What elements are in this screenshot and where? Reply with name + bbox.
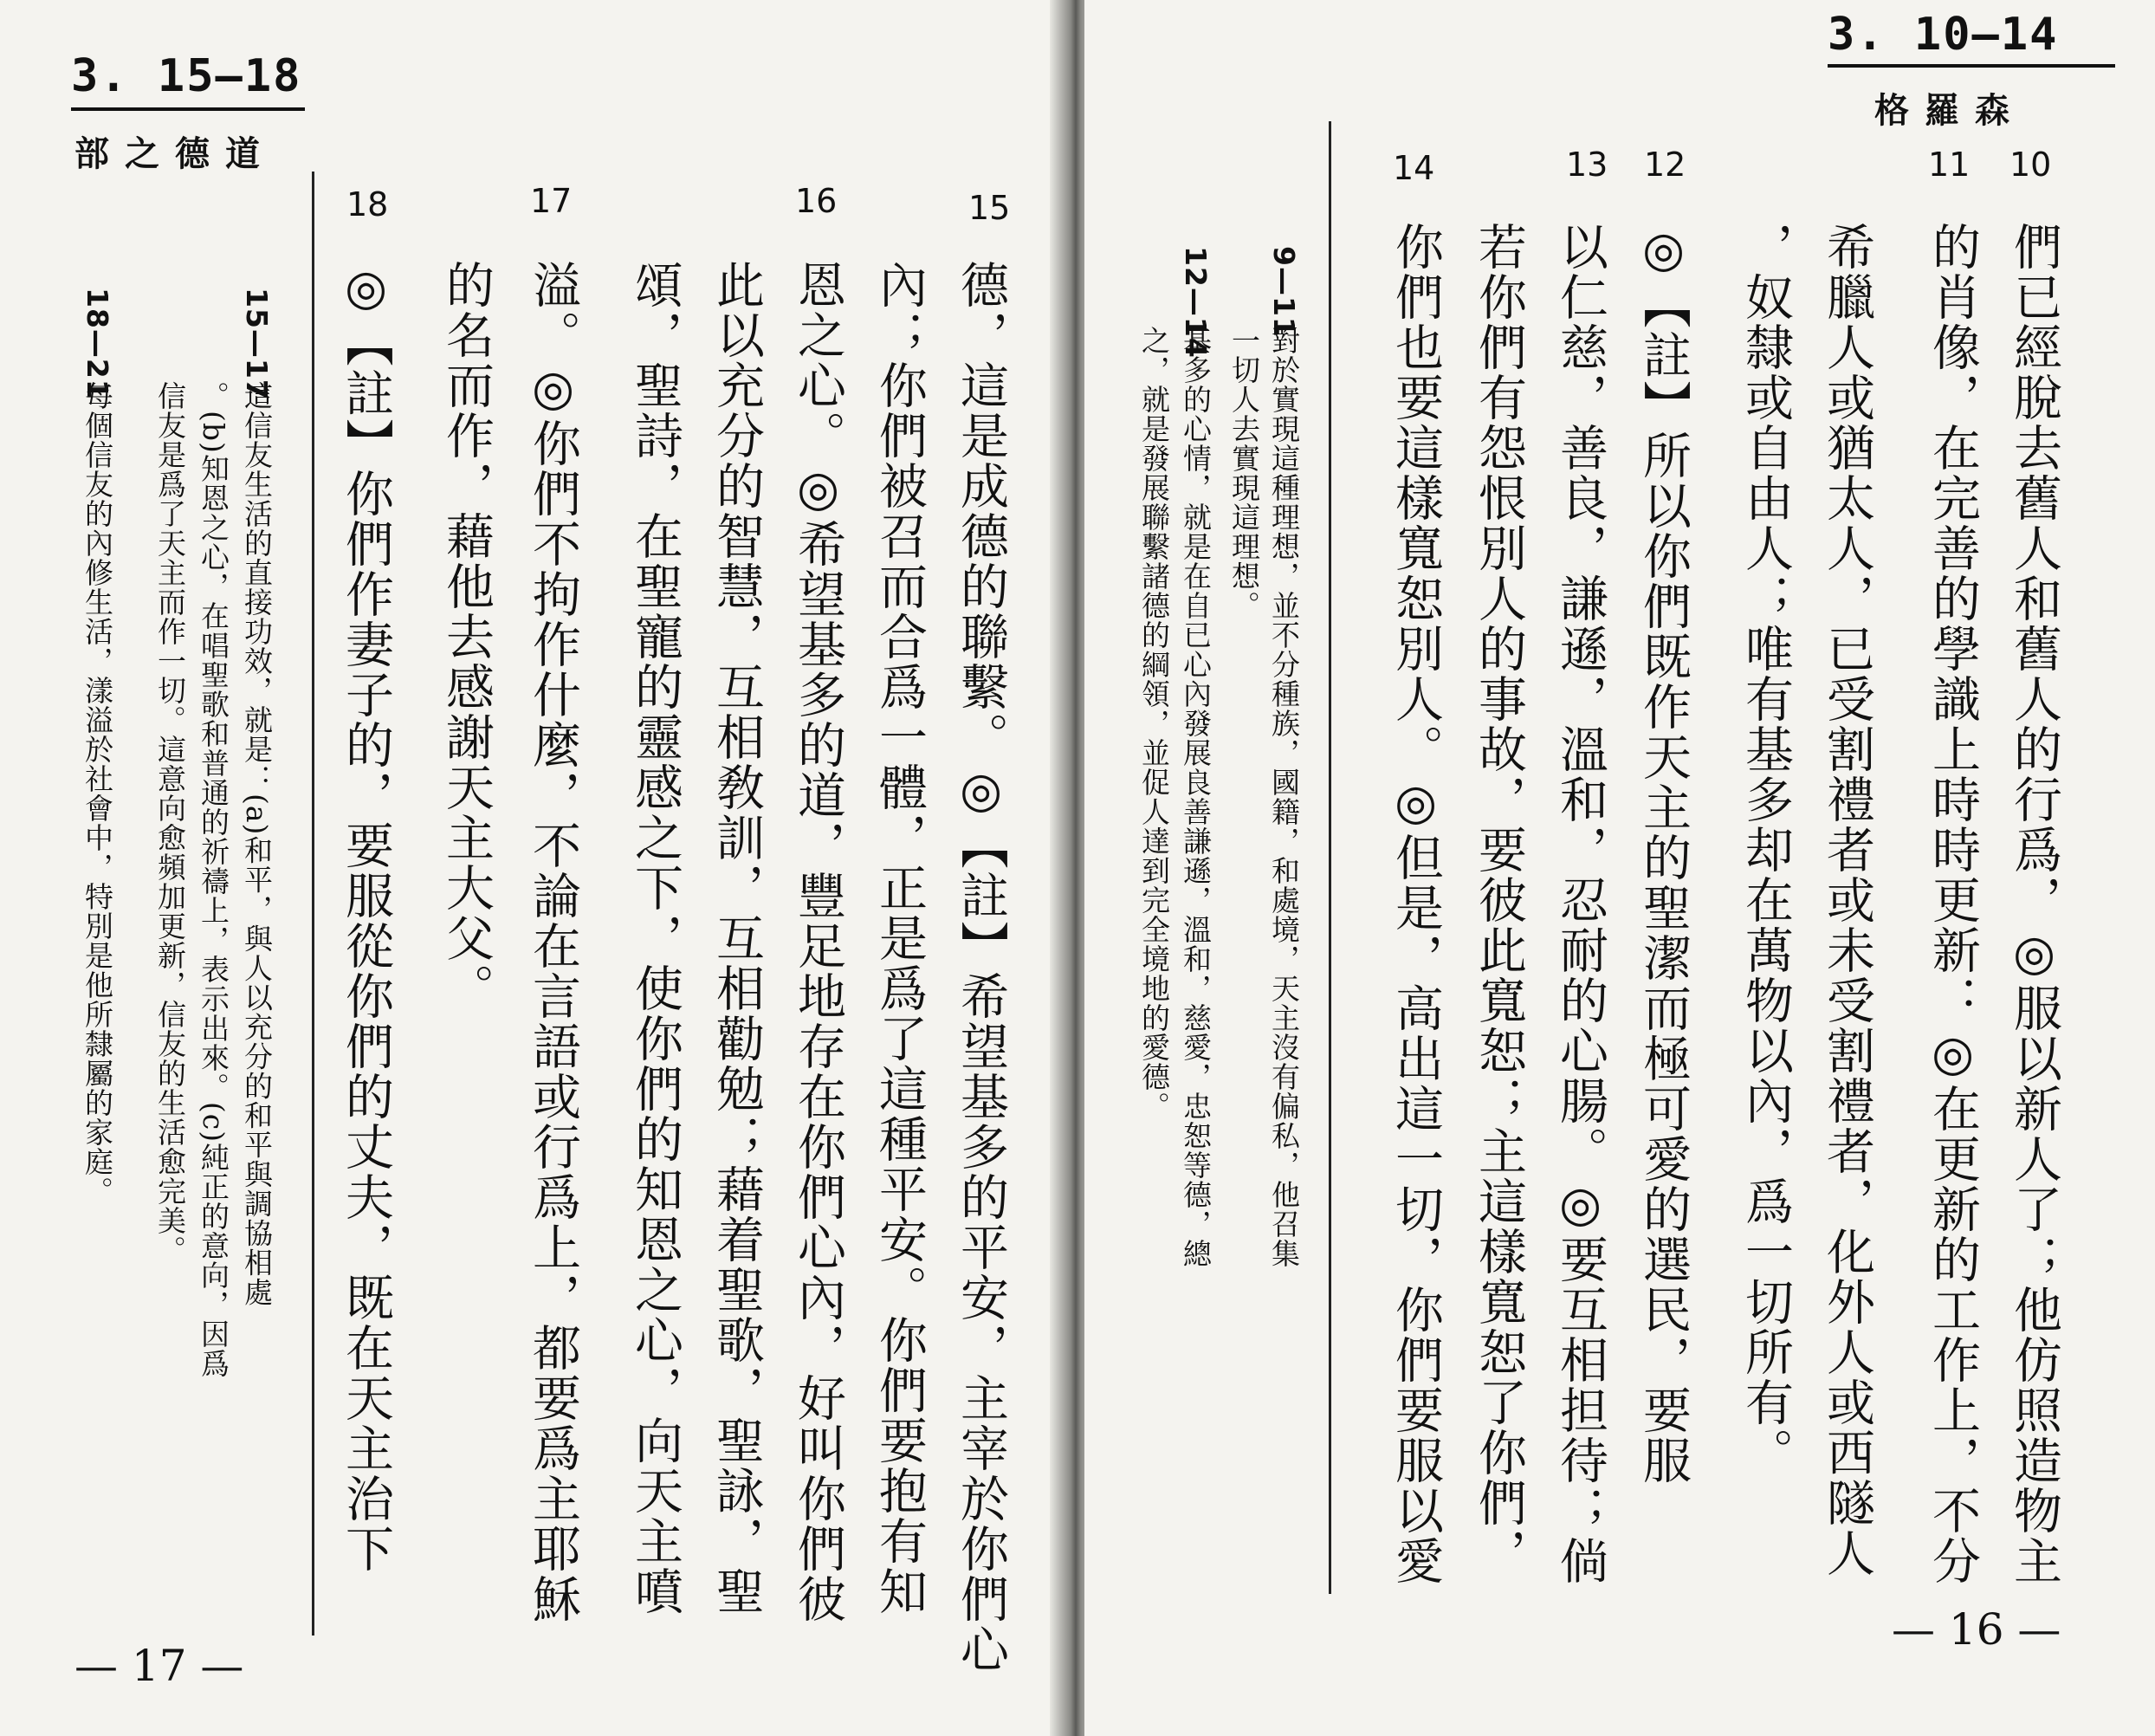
note-separator [312, 172, 314, 1636]
right-header-rule [1828, 64, 2115, 68]
verse-number: 17 [530, 182, 573, 220]
note-line: 對於實現這種理想，並不分種族，國籍，和處境，天主沒有偏私，他召集 [1267, 326, 1301, 1268]
verse-number: 16 [795, 182, 838, 220]
left-page [0, 0, 1067, 1736]
main-text-column: ◎【註】你們作妻子的，要服從你們的丈夫，既在天主治下 [338, 260, 394, 1574]
right-page [1084, 0, 2155, 1736]
page-number: — 17 — [74, 1641, 244, 1691]
verse-number: 12 [1644, 146, 1686, 184]
verse-number: 15 [968, 189, 1011, 227]
note-label: 15—17 [240, 288, 274, 400]
main-text-column: 你們也要這樣寬恕別人。◎但是，高出這一切，你們要服以愛 [1388, 222, 1444, 1586]
main-text-column: 以仁慈，善良，謙遜，溫和，忍耐的心腸。◎要互相担待；倘 [1552, 222, 1608, 1586]
left-running-title: 部之德道 [74, 133, 275, 174]
main-text-column: 此以充分的智慧，互相敎訓，互相勸勉；藉着聖歌，聖詠，聖 [709, 260, 765, 1616]
left-header-reference: 3. 15—18 [71, 50, 302, 102]
page-number: — 16 — [1892, 1604, 2061, 1655]
main-text-column: 的肖像，在完善的學識上時時更新：◎在更新的工作上，不分 [1925, 222, 1981, 1586]
note-line: 每個信友的內修生活，漾溢於社會中，特別是他所隸屬的家庭。 [81, 381, 114, 1206]
main-text-column: 們已經脫去舊人和舊人的行爲，◎服以新人了；他仿照造物主 [2006, 222, 2062, 1586]
note-line: 基多的心情，就是在自已心內發展良善謙遜，溫和，慈愛，忠恕等德，總 [1179, 326, 1213, 1268]
verse-number: 14 [1393, 149, 1435, 187]
main-text-column: ◎【註】所以你們既作天主的聖潔而極可愛的選民，要服 [1635, 222, 1692, 1486]
main-text-column: 恩之心。◎希望基多的道，豐足地存在你們心內，好叫你們彼 [790, 260, 846, 1624]
main-text-column: 德，這是成德的聯繫。◎【註】希望基多的平安，主宰於你們心 [953, 260, 1009, 1674]
note-label: 12—14 [1179, 246, 1213, 359]
main-text-column: ，奴隸或自由人；唯有基多却在萬物以內，爲一切所有。 [1738, 222, 1794, 1478]
main-text-column: 內；你們被召而合爲一體，正是爲了這種平安。你們要抱有知 [871, 260, 928, 1616]
note-separator [1329, 121, 1331, 1594]
main-text-column: 若你們有怨恨別人的事故，要彼此寬恕；主這樣寬恕了你們， [1471, 222, 1527, 1578]
note-label: 9—11 [1267, 246, 1301, 338]
main-text-column: 的名而作，藉他去感謝天主大父。 [438, 260, 495, 1014]
main-text-column: 溢。◎你們不拘作什麼，不論在言語或行爲上，都要爲主耶穌 [525, 260, 581, 1624]
right-running-title: 格羅森 [1874, 90, 2025, 131]
note-line: 之，就是發展聯繫諸德的綱領，並促人達到完全境地的愛德。 [1137, 326, 1171, 1121]
main-text-column: 頌，聖詩，在聖寵的靈感之下，使你們的知恩之心，向天主噴 [627, 260, 683, 1616]
left-header-rule [71, 107, 305, 111]
note-line: 一切人去實現這理想。 [1227, 326, 1261, 620]
verse-number: 13 [1566, 146, 1608, 184]
note-line: 這信友生活的直接功效，就是：(a)和平，與人以充分的和平與調協相處 [240, 381, 274, 1307]
note-line: 。(b)知恩之心，在唱聖歌和普通的祈禱上，表示出來。(c)純正的意向，因爲 [197, 381, 230, 1379]
right-header-reference: 3. 10—14 [1828, 9, 2059, 61]
main-text-column: 希臘人或猶太人，已受割禮者或未受割禮者，化外人或西隧人 [1819, 222, 1875, 1578]
verse-number: 11 [1928, 146, 1971, 184]
note-line: 信友是爲了天主而作一切。這意向愈頻加更新，信友的生活愈完美。 [153, 381, 187, 1265]
note-label: 18—21 [81, 288, 114, 400]
verse-number: 18 [346, 185, 389, 223]
verse-number: 10 [2009, 146, 2052, 184]
